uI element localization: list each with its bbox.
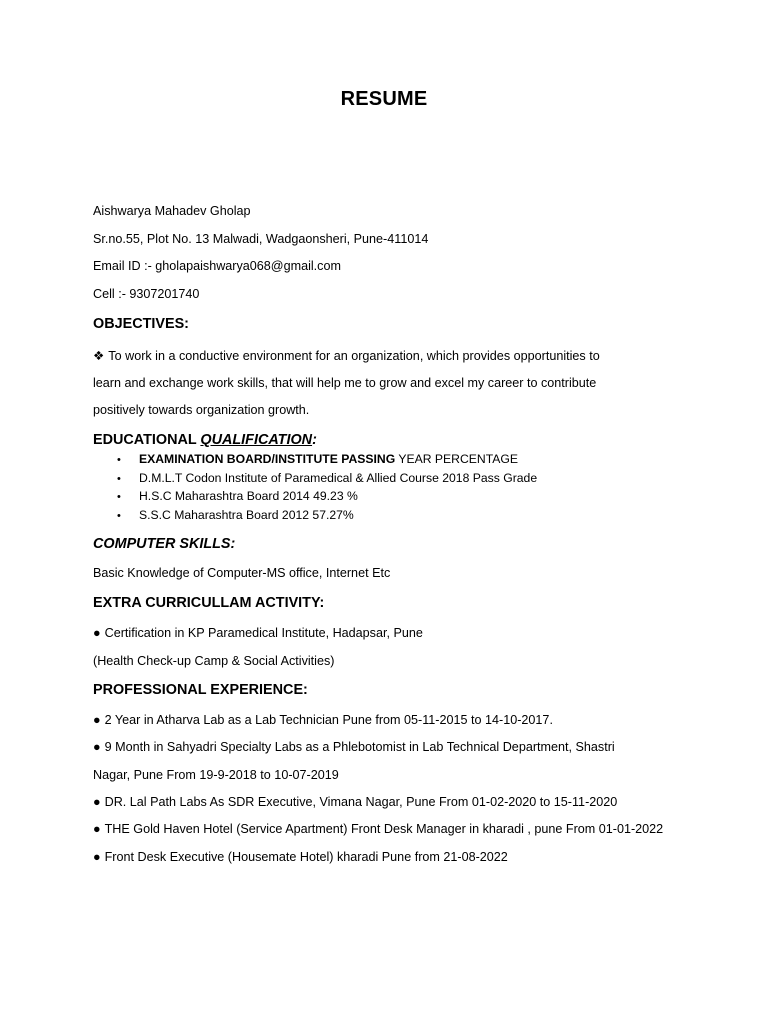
experience-item-text: DR. Lal Path Labs As SDR Executive, Vimana Nagar, Pune From 01-02-2020 to 15-11-2020 <box>104 795 618 809</box>
bullet-icon: • <box>117 473 121 485</box>
circle-bullet-icon: ● <box>93 626 101 640</box>
objectives-heading: OBJECTIVES: <box>93 316 189 332</box>
email-label: Email ID :- <box>93 259 156 273</box>
education-row-text: S.S.C Maharashtra Board 2012 57.27% <box>139 508 354 522</box>
experience-item <box>93 713 553 727</box>
circle-bullet-icon: ● <box>93 740 101 754</box>
cell-label: Cell :- <box>93 287 130 301</box>
education-heading-part1: EDUCATIONAL <box>93 432 201 448</box>
objectives-line-2: learn and exchange work skills, that will help me to grow and excel my career to contribute <box>93 376 597 390</box>
extra-curricular-heading: EXTRA CURRICULLAM ACTIVITY: <box>93 595 325 611</box>
education-row-dmlt <box>117 471 537 485</box>
experience-item-text: 2 Year in Atharva Lab as a Lab Technician Pune from 05-11-2015 to 14-10-2017. <box>104 713 553 727</box>
education-heading-colon: : <box>312 432 317 448</box>
email-value: gholapaishwarya068@gmail.com <box>155 259 341 273</box>
page-title: RESUME <box>340 88 428 110</box>
bullet-icon: • <box>117 454 121 466</box>
computer-skills-heading-text: COMPUTER SKILLS <box>93 536 231 552</box>
experience-item-text: 9 Month in Sahyadri Specialty Labs as a Phlebotomist in Lab Technical Department, Shastri <box>104 740 615 754</box>
circle-bullet-icon: ● <box>93 850 101 864</box>
extra-curricular-item-text: Certification in KP Paramedical Institute, Hadapsar, Pune <box>104 626 423 640</box>
computer-skills-heading <box>93 536 235 552</box>
education-header-row <box>117 452 518 466</box>
experience-item-text: Front Desk Executive (Housemate Hotel) kharadi Pune from 21-08-2022 <box>104 850 508 864</box>
experience-item <box>93 850 508 864</box>
experience-item <box>93 822 663 836</box>
circle-bullet-icon: ● <box>93 713 101 727</box>
extra-curricular-item <box>93 626 423 640</box>
education-row-text: H.S.C Maharashtra Board 2014 49.23 % <box>139 489 358 503</box>
education-header-bold: EXAMINATION BOARD/INSTITUTE PASSING <box>139 452 396 466</box>
email-line <box>93 259 341 273</box>
cell-line <box>93 287 199 301</box>
experience-item <box>93 795 617 809</box>
bullet-icon: • <box>117 491 121 503</box>
education-heading <box>93 432 317 448</box>
candidate-name: Aishwarya Mahadev Gholap <box>93 204 251 218</box>
education-row-hsc <box>117 489 358 503</box>
education-heading-part2: QUALIFICATION <box>200 432 313 448</box>
circle-bullet-icon: ● <box>93 822 101 836</box>
objectives-text-1: To work in a conductive environment for an organization, which provides opportunities to <box>108 349 600 363</box>
education-row-ssc <box>117 508 354 522</box>
education-header-rest: YEAR PERCENTAGE <box>395 452 518 466</box>
address-line: Sr.no.55, Plot No. 13 Malwadi, Wadgaonsheri, Pune-411014 <box>93 232 429 246</box>
computer-skills-text: Basic Knowledge of Computer-MS office, Internet Etc <box>93 566 391 580</box>
extra-curricular-note: (Health Check-up Camp & Social Activities) <box>93 654 335 668</box>
experience-item <box>93 740 615 754</box>
objectives-line-3: positively towards organization growth. <box>93 403 310 417</box>
diamond-bullet-icon: ❖ <box>93 349 105 363</box>
bullet-icon: • <box>117 510 121 522</box>
experience-item-continuation: Nagar, Pune From 19-9-2018 to 10-07-2019 <box>93 768 339 782</box>
computer-skills-heading-colon: : <box>230 536 236 552</box>
circle-bullet-icon: ● <box>93 795 101 809</box>
cell-value: 9307201740 <box>129 287 200 301</box>
education-row-text: D.M.L.T Codon Institute of Paramedical & Allied Course 2018 Pass Grade <box>139 471 538 485</box>
objectives-line-1 <box>93 348 600 363</box>
experience-item-text: THE Gold Haven Hotel (Service Apartment) Front Desk Manager in kharadi , pune From 01-01-2022 <box>104 822 664 836</box>
experience-heading: PROFESSIONAL EXPERIENCE: <box>93 682 308 698</box>
